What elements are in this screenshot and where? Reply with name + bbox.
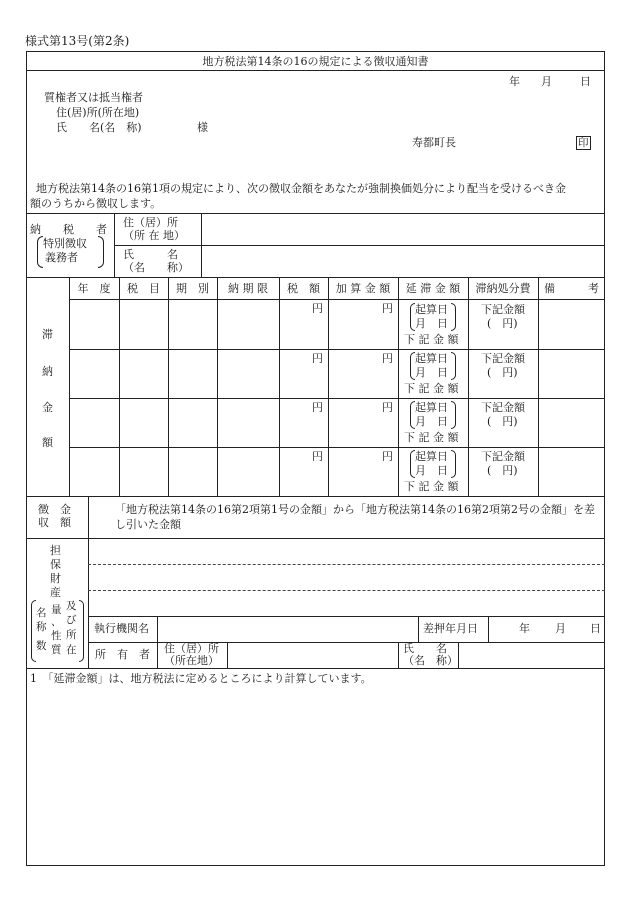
taxpayer-name-label-2: （名 称） [123, 261, 189, 274]
row2-additional-yen: 円 [382, 352, 393, 365]
row1-tsukihi: 月 日 [415, 317, 448, 330]
arrears-side-label-4: 額 [42, 436, 53, 449]
header-period: 期 別 [176, 282, 209, 295]
taxpayer-address-label-2: （所 在 地） [123, 229, 185, 242]
collateral-sub-2b: 、 [51, 616, 62, 628]
collection-text-1: 「地方税法第14条の16第2項第1号の金額」から「地方税法第14条の16第2項第2号の金額」を差 [115, 503, 595, 516]
row1-kisanbi: 起算日 [415, 303, 448, 316]
notice-body-line2: 額のうちから徴収します。 [30, 197, 162, 210]
row1-additional-yen: 円 [382, 302, 393, 315]
seizure-day-label: 日 [590, 622, 601, 635]
collateral-sub-3d: 在 [66, 644, 77, 656]
row2-tax-yen: 円 [312, 352, 323, 365]
addressee-role: 質権者又は抵当権者 [44, 91, 143, 104]
seizure-month-label: 月 [555, 622, 566, 635]
taxpayer-label: 納 税 者 [30, 223, 107, 236]
row4-kisanbi: 起算日 [415, 450, 448, 463]
row1-kaki: 下 記 金 額 [404, 333, 459, 346]
row1-kaki-amount: 下記金額 [481, 303, 525, 316]
notice-body-line1: 地方税法第14条の16第1項の規定により、次の徴収金額をあなたが強制換価処分により配当を受けるべき金 [36, 182, 566, 195]
collection-label-1: 徴 金 [38, 503, 71, 516]
form-title: 地方税法第14条の16の規定による徴収通知書 [202, 55, 429, 68]
header-due-date: 納 期 限 [228, 282, 268, 295]
seal-mark: 印 [578, 137, 589, 149]
collateral-sub-1a: 名 [36, 607, 47, 619]
row2-kaki-amount: 下記金額 [481, 352, 525, 365]
collateral-label-3: 財 [50, 572, 61, 585]
row4-kaki: 下 記 金 額 [404, 480, 459, 493]
addressee-address-label: 住(居)所(所在地) [56, 106, 140, 119]
header-additional-amount: 加 算 金 額 [335, 282, 391, 295]
execution-agency-label: 執行機関名 [94, 622, 149, 635]
collateral-sub-2c: 性 [51, 630, 62, 642]
collection-text-2: し引いた金額 [115, 518, 181, 531]
row4-kaki-amount: 下記金額 [481, 450, 525, 463]
date-year-label: 年 [509, 75, 520, 88]
collateral-sub-3b: び [66, 614, 77, 626]
taxpayer-sublabel-2: 義務者 [45, 251, 78, 264]
taxpayer-top-line [26, 213, 605, 214]
row3-kisanbi: 起算日 [415, 401, 448, 414]
header-tax-item: 税 目 [127, 282, 160, 295]
row2-kisanbi: 起算日 [415, 352, 448, 365]
collateral-sub-3c: 所 [66, 629, 77, 641]
arrears-side-label-2: 納 [42, 365, 53, 378]
owner-label: 所 有 者 [95, 648, 150, 661]
row3-additional-yen: 円 [382, 401, 393, 414]
date-day-label: 日 [580, 75, 591, 88]
header-delinquency-amount: 延 滞 金 額 [405, 282, 461, 295]
owner-name-label-1: 氏 名 [403, 642, 447, 655]
collateral-label-2: 保 [50, 558, 61, 571]
row2-kaki-yen: ( 円) [487, 366, 518, 379]
row3-tax-yen: 円 [312, 401, 323, 414]
addressee-honorific: 様 [197, 121, 208, 134]
arrears-side-label-3: 金 [42, 401, 53, 414]
collateral-sub-1c: 数 [36, 640, 47, 652]
owner-address-label-2: （所在地） [164, 654, 219, 667]
row4-kaki-yen: ( 円) [487, 464, 518, 477]
header-disposition-cost: 滞納処分費 [475, 282, 531, 295]
collateral-sub-1b: 称 [36, 621, 47, 633]
taxpayer-name-label-1: 氏 名 [123, 248, 178, 261]
row4-tax-yen: 円 [312, 450, 323, 463]
row3-kaki-amount: 下記金額 [481, 401, 525, 414]
collateral-label-4: 産 [50, 586, 61, 599]
row3-tsukihi: 月 日 [415, 415, 448, 428]
header-tax-amount: 税 額 [287, 282, 320, 295]
taxpayer-sublabel-1: 特別徴収 [43, 237, 87, 250]
collateral-sub-2d: 質 [51, 644, 62, 656]
form-number: 様式第13号(第2条) [25, 34, 130, 48]
owner-name-label-2: （名 称） [403, 654, 458, 667]
row1-tax-yen: 円 [312, 302, 323, 315]
taxpayer-address-label-1: 住（居）所 [123, 216, 178, 229]
addressee-name-label: 氏 名(名 称) [56, 121, 142, 134]
row3-kaki: 下 記 金 額 [404, 431, 459, 444]
footnote: 1 「延滞金額」は、地方税法に定めるところにより計算しています。 [30, 672, 372, 685]
header-remarks: 備 考 [544, 282, 599, 295]
row4-tsukihi: 月 日 [415, 464, 448, 477]
row4-additional-yen: 円 [382, 450, 393, 463]
title-divider [26, 70, 605, 71]
seizure-date-label: 差押年月日 [423, 622, 478, 635]
collateral-sub-2a: 量 [51, 604, 62, 616]
collateral-label-1: 担 [50, 544, 61, 557]
row2-kaki: 下 記 金 額 [404, 382, 459, 395]
seizure-year-label: 年 [519, 622, 530, 635]
row3-kaki-yen: ( 円) [487, 415, 518, 428]
row2-tsukihi: 月 日 [415, 366, 448, 379]
owner-address-label-1: 住（居）所 [164, 642, 219, 655]
arrears-side-label-1: 滞 [42, 328, 53, 341]
row1-kaki-yen: ( 円) [487, 317, 518, 330]
header-fiscal-year: 年 度 [77, 282, 111, 295]
issuer-name: 寿都町長 [412, 136, 456, 149]
collection-label-2: 収 額 [38, 516, 71, 529]
collateral-sub-3a: 及 [66, 600, 77, 612]
date-month-label: 月 [541, 75, 552, 88]
